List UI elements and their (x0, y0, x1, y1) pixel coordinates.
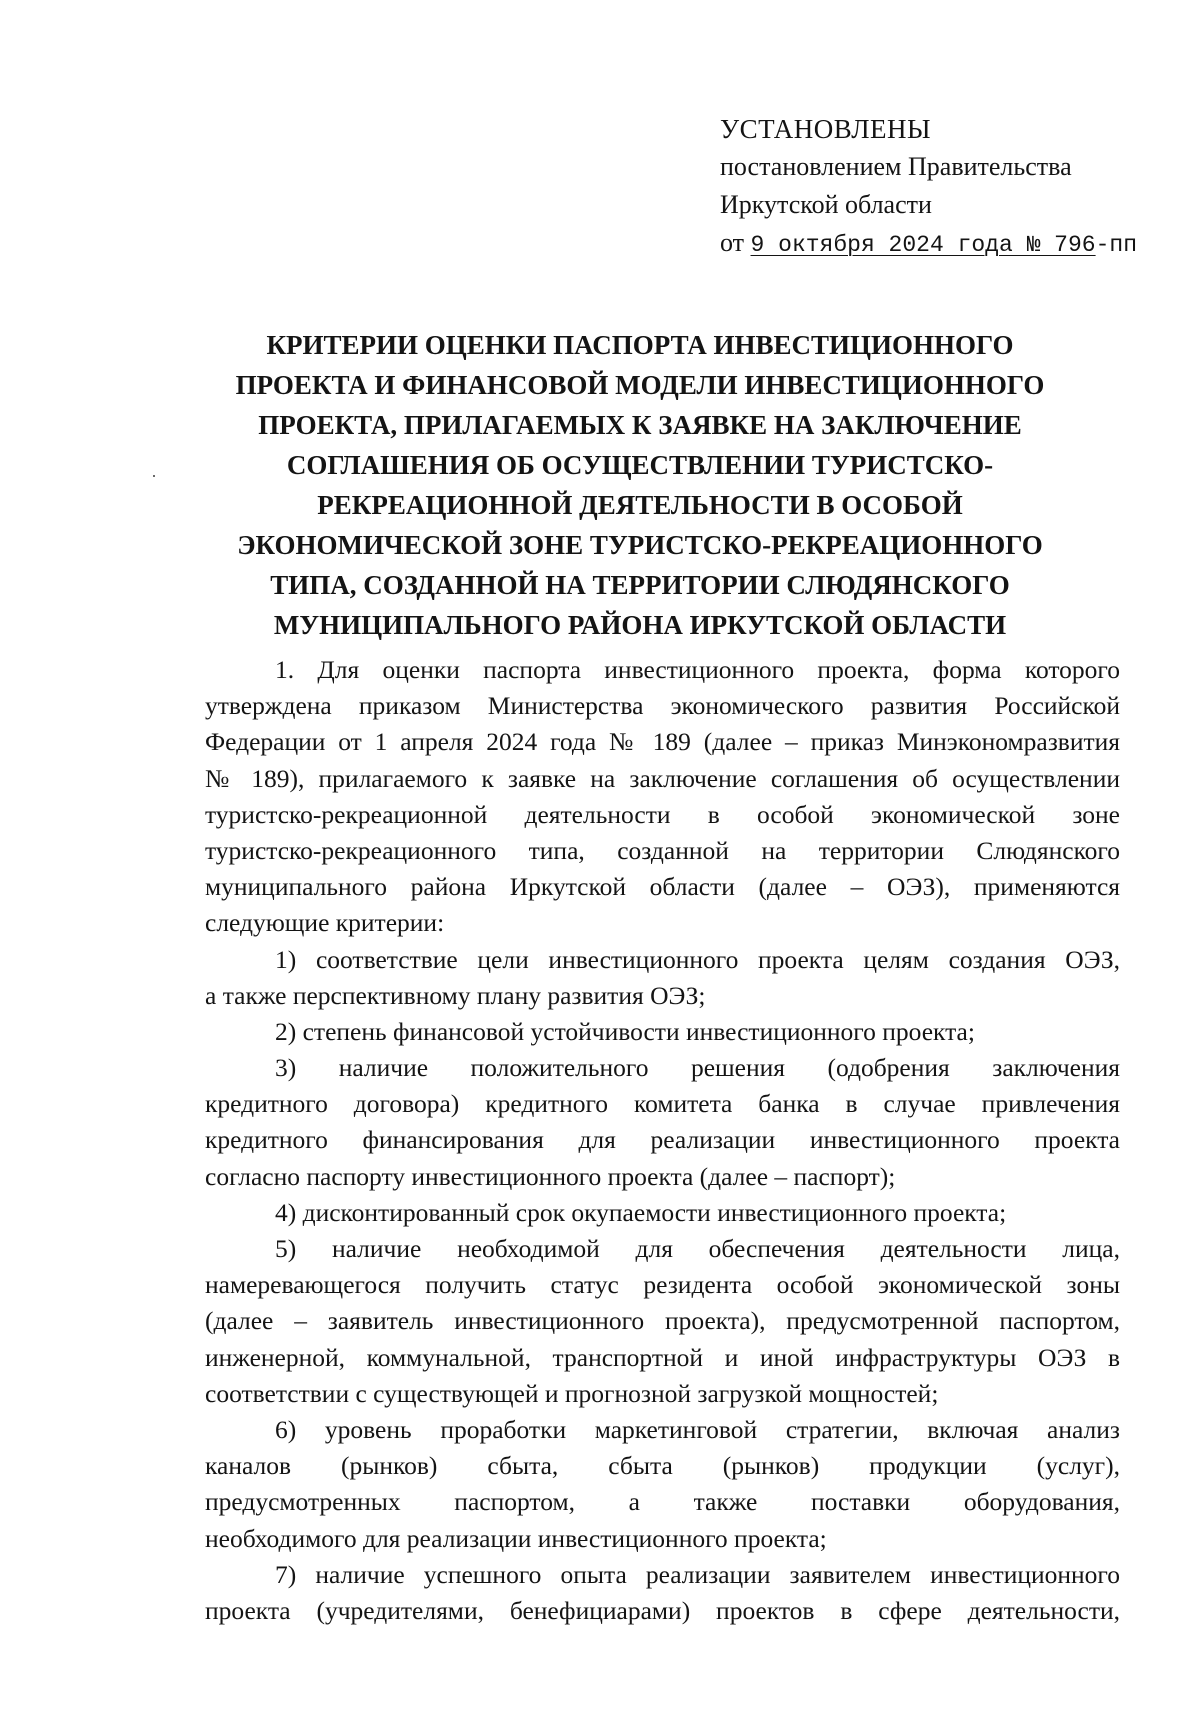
body-text-line: туристско-рекреационной деятельности в особой экономической зоне (205, 799, 1120, 829)
body-text-line: необходимого для реализации инвестиционного проекта; (205, 1523, 827, 1553)
body-text-line: каналов (рынков) сбыта, сбыта (рынков) продукции (услуг), (205, 1451, 1120, 1481)
title-line: ЭКОНОМИЧЕСКОЙ ЗОНЕ ТУРИСТСКО-РЕКРЕАЦИОННОГО (237, 530, 1043, 560)
body-text-line: 3) наличие положительного решения (одобрения заключения (275, 1053, 1120, 1083)
body-text-line: (далее – заявитель инвестиционного проекта), предусмотренной паспортом, (205, 1306, 1120, 1336)
body-text-line: соответствии с существующей и прогнозной загрузкой мощностей; (205, 1378, 939, 1408)
approval-date-prefix: от (720, 228, 751, 257)
title-line: КРИТЕРИИ ОЦЕНКИ ПАСПОРТА ИНВЕСТИЦИОННОГО (266, 330, 1014, 360)
scan-artifact-dot (153, 475, 155, 477)
body-text-line: согласно паспорту инвестиционного проекта (далее – паспорт); (205, 1161, 896, 1191)
body-text-line: 5) наличие необходимой для обеспечения деятельности лица, (275, 1234, 1120, 1263)
title-line: ПРОЕКТА И ФИНАНСОВОЙ МОДЕЛИ ИНВЕСТИЦИОННОГО (235, 370, 1045, 400)
body-text-line: намеревающегося получить статус резидента особой экономической зоны (205, 1270, 1120, 1300)
document-body (205, 652, 1120, 1629)
body-text-line: № 189), прилагаемого к заявке на заключение соглашения об осуществлении (205, 763, 1120, 793)
body-text-line: кредитного договора) кредитного комитета банка в случае привлечения (205, 1089, 1120, 1119)
title-line: ПРОЕКТА, ПРИЛАГАЕМЫХ К ЗАЯВКЕ НА ЗАКЛЮЧЕНИЕ (258, 410, 1022, 440)
body-text-line: 7) наличие успешного опыта реализации заявителем инвестиционного (275, 1559, 1120, 1589)
approval-heading: УСТАНОВЛЕНЫ (720, 114, 932, 144)
body-text-line: а также перспективному плану развития ОЭЗ; (205, 980, 706, 1010)
title-line: ТИПА, СОЗДАННОЙ НА ТЕРРИТОРИИ СЛЮДЯНСКОГО (270, 570, 1010, 600)
title-line: СОГЛАШЕНИЯ ОБ ОСУЩЕСТВЛЕНИИ ТУРИСТСКО- (286, 450, 994, 480)
approval-date-line (720, 224, 1180, 264)
body-text-line: 1) соответствие цели инвестиционного проекта целям создания ОЭЗ, (275, 944, 1120, 974)
body-text-line: Федерации от 1 апреля 2024 года № 189 (далее – приказ Минэкономразвития (205, 727, 1120, 757)
title-line: РЕКРЕАЦИОННОЙ ДЕЯТЕЛЬНОСТИ В ОСОБОЙ (317, 490, 963, 520)
body-text-line: туристско-рекреационного типа, созданной на территории Слюдянского (205, 835, 1120, 865)
body-text-line: 1. Для оценки паспорта инвестиционного проекта, форма которого (275, 655, 1120, 684)
body-text-line: 4) дисконтированный срок окупаемости инвестиционного проекта; (275, 1197, 1007, 1227)
body-text-line: муниципального района Иркутской области (далее – ОЭЗ), применяются (205, 872, 1120, 902)
approval-block (720, 110, 1180, 264)
body-text-line: кредитного финансирования для реализации инвестиционного проекта (205, 1125, 1120, 1155)
title-line: МУНИЦИПАЛЬНОГО РАЙОНА ИРКУТСКОЙ ОБЛАСТИ (273, 610, 1007, 640)
document-title (200, 325, 1080, 645)
body-text-line: 6) уровень проработки маркетинговой стратегии, включая анализ (275, 1414, 1120, 1444)
approval-date-value: 9 октября 2024 года № 796 (750, 232, 1096, 258)
body-text-line: утверждена приказом Министерства экономического развития Российской (205, 691, 1120, 721)
approval-date-suffix: -пп (1095, 232, 1138, 258)
body-text-line: инженерной, коммунальной, транспортной и иной инфраструктуры ОЭЗ в (205, 1342, 1120, 1372)
approval-line-region: Иркутской области (720, 190, 932, 219)
body-text-line: 2) степень финансовой устойчивости инвестиционного проекта; (275, 1016, 975, 1046)
body-text-line: следующие критерии: (205, 908, 445, 938)
body-text-line: предусмотренных паспортом, а также поставки оборудования, (205, 1487, 1120, 1517)
body-text-line: проекта (учредителями, бенефициарами) проектов в сфере деятельности, (205, 1595, 1120, 1625)
approval-line-issuer: постановлением Правительства (720, 152, 1072, 181)
